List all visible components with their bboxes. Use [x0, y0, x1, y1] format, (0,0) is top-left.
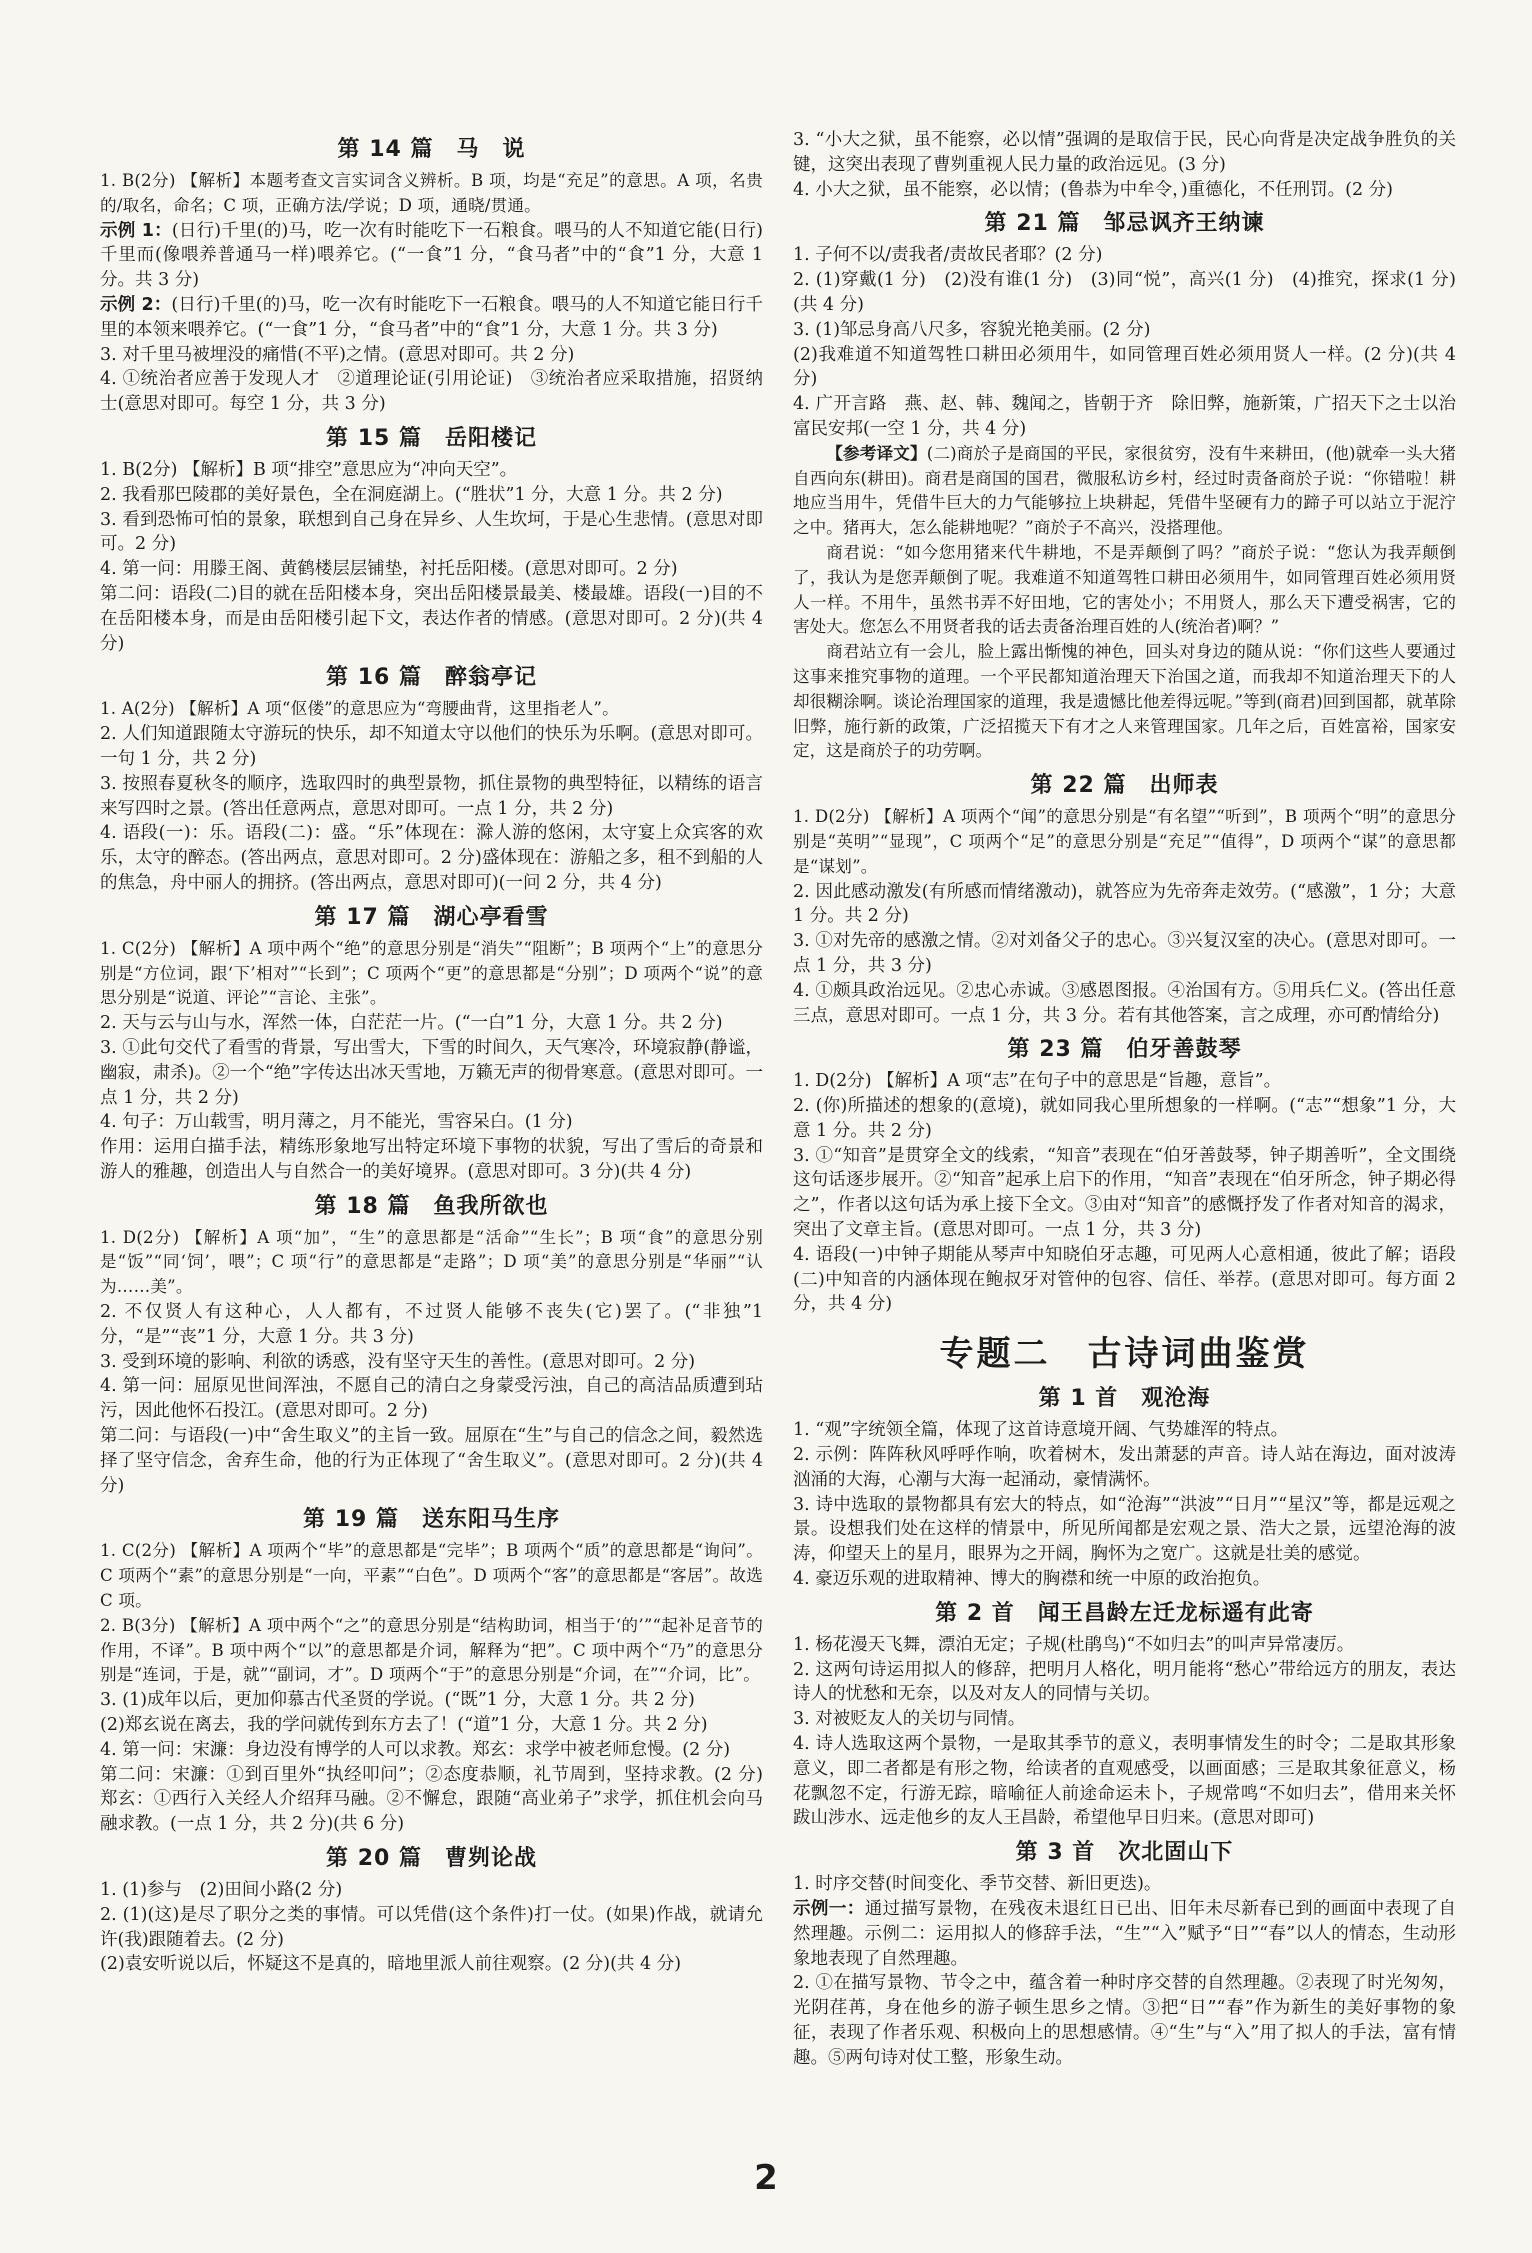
- answer-text: 3. ①“知音”是贯穿全文的线索，“知音”表现在“伯牙善鼓琴，钟子期善听”，全文围绕这句话逐步展开。②“知音”起承上启下的作用，“知音”表现在“伯牙所念，钟子期必得之”，作者以这句话为承上接下全文。③由对“知音”的感慨抒发了作者对知音的渴求，突出了文章主旨。(意思对即可。一点 1 分，共 3 分): [793, 1145, 1456, 1241]
- answer-text: 商君站立有一会儿，脸上露出惭愧的神色，回头对身边的随从说：“你们这些人要通过这事来推究事物的道理。一个平民都知道治理天下治国之道，而我却不知道治理天下的人却很糊涂啊。谈论治理国家的道理，我是遗憾比他差得远呢。”等到(商君)回到国都，就革除旧弊，施行新的政策，广泛招揽天下有才之人来管理国家。几年之后，百姓富裕，国家安定，这是商於子的功劳啊。: [793, 642, 1456, 761]
- answer-item: [793, 343, 1456, 393]
- answer-text: 4. 语段(一)中钟子期能从琴声中知晓伯牙志趣，可见两人心意相通，彼此了解；语段(二)中知音的内涵体现在鲍叔牙对管仲的包容、信任、举荐。(意思对即可。每方面 2 分，共 4 分): [793, 1244, 1456, 1315]
- answer-item: [793, 1971, 1456, 2070]
- answer-text: 1. 子何不以/责我者/责故民者耶？(2 分): [793, 245, 1103, 266]
- answer-text: (2)袁安听说以后，怀疑这不是真的，暗地里派人前往观察。(2 分)(共 4 分): [100, 1954, 682, 1975]
- answer-text: 通过描写景物，在残夜未退红日已出、旧年未尽新春已到的画面中表现了自然理趣。示例二：运用拟人的修辞手法，“生”“入”赋予“日”“春”以人的情态，生动形象地表现了自然理趣。: [793, 1899, 1457, 1969]
- answer-item: [100, 1226, 763, 1300]
- answer-item: [793, 392, 1474, 442]
- answer-text: 1. “观”字统领全篇，体现了这首诗意境开阔、气势雄浑的特点。: [793, 1420, 1289, 1441]
- translation-paragraph: [793, 442, 1456, 541]
- answer-text: (2)我难道不知道驾牲口耕田必须用牛，如同管理百姓必须用贤人一样。(2 分)(共 4 分): [793, 344, 1456, 390]
- answer-text: 作用：运用白描手法，精练形象地写出特定环境下事物的状貌，写出了雪后的奇景和游人的雅趣，创造出人与自然合一的美好境界。(意思对即可。3 分)(共 4 分): [100, 1137, 763, 1182]
- answer-label: 示例 1：: [100, 220, 172, 241]
- answer-text: (二)商於子是商国的平民，家很贫穷，没有牛来耕田，(他)就牵一头大猪自西向东(耕田)。商君是商国的国君，微服私访乡村，经过时责备商於子说：“你错啦！耕地应当用牛，凭借牛巨大的力气能够拉上块耕起，凭借牛坚硬有力的蹄子可以站立于泥泞之中。猪再大，怎么能耕地呢？”商於子不高兴，没搭理他。: [793, 443, 1456, 538]
- answer-item: [100, 1011, 763, 1036]
- section-heading: 第 1 首 观沧海: [1038, 1386, 1211, 1412]
- answer-item: [793, 1707, 1456, 1732]
- answer-text: 1. C(2分) 【解析】A 项两个“毕”的意思都是“完毕”；B 项两个“质”的意思都是“询问”。C 项两个“素”的意思分别是“一向，平素”“白色”。D 项两个“客”的意思都是“客居”。故选 C 项。: [100, 1541, 763, 1611]
- answer-item: [100, 1135, 763, 1185]
- two-column-layout: [100, 128, 1474, 2071]
- topic-heading: 专题二 古诗词曲鉴赏: [939, 1334, 1310, 1375]
- answer-item: [793, 1567, 1456, 1592]
- answer-text: 1. A(2分) 【解析】A 项“伛偻”的意思应为“弯腰曲背，这里指老人”。: [100, 699, 619, 719]
- answer-text: 第二问：宋濂：①到百里外“执经叩问”；②态度恭顺，礼节周到，坚持求教。(2 分) 郑玄：①西行入关经人介绍拜马融。②不懈怠，跟随“高业弟子”求学，抓住机会向马融求教。(一点 1 分，共 2 分)(共 6 分): [100, 1764, 781, 1835]
- answer-item: [793, 243, 1456, 268]
- answer-item: [793, 1897, 1456, 1971]
- page-number: 2: [754, 2158, 778, 2198]
- answer-text: 1. D(2分) 【解析】A 项“加”，“生”的意思都是“活命”“生长”；B 项“食”的意思分别是“饭”“同‘饲’，喂”；C 项“行”的意思都是“走路”；D 项“美”的意思分别是“华丽”“认为……美”。: [100, 1227, 763, 1297]
- translation-paragraph: [793, 640, 1456, 764]
- answer-item: [100, 557, 763, 582]
- answer-item: [100, 508, 763, 558]
- answer-text: 3. ①对先帝的感激之情。②对刘备父子的忠心。③兴复汉室的决心。(意思对即可。一点 1 分，共 3 分): [793, 931, 1456, 976]
- answer-text: 3. 受到环境的影响、利欲的诱惑，没有坚守天生的善性。(意思对即可。2 分): [100, 1351, 696, 1372]
- section-heading: 第 19 篇 送东阳马生序: [303, 1507, 560, 1533]
- answer-text: 3. ①此句交代了看雪的背景，写出雪大，下雪的时间久，天气寒冷，环境寂静(静谧，幽寂，肃杀)。②一个“绝”字传达出冰天雪地，万籁无声的彻骨寒意。(意思对即可。一点 1 分，共 2 分): [100, 1037, 763, 1108]
- answer-text: (2)郑玄说在离去，我的学问就传到东方去了！(“道”1 分，大意 1 分。共 2 分): [100, 1715, 708, 1736]
- answer-item: [100, 1713, 763, 1738]
- answer-item: [100, 1688, 763, 1713]
- answer-item: [100, 1878, 763, 1903]
- answer-item: [793, 979, 1456, 1029]
- answer-text: 4. ①颇具政治远见。②忠心赤诚。③感恩图报。④治国有方。⑤用兵仁义。(答出任意三点，意思对即可。一点 1 分，共 3 分。若有其他答案，言之成理，亦可酌情给分): [793, 980, 1456, 1026]
- answer-text: 2. 天与云与山与水，浑然一体，白茫茫一片。(“一白”1 分，大意 1 分。共 2 分): [100, 1013, 723, 1034]
- answer-item: [100, 1036, 763, 1110]
- answer-item: [793, 805, 1456, 879]
- answer-item: [793, 1144, 1456, 1243]
- section-heading: 第 15 篇 岳阳楼记: [326, 425, 537, 451]
- answer-item: [100, 1614, 763, 1688]
- answer-item: [100, 1300, 763, 1350]
- answer-item: [793, 1493, 1456, 1567]
- answer-text: 1. (1)参与 (2)田间小路(2 分): [100, 1880, 343, 1901]
- left-column: [100, 128, 781, 2071]
- answer-text: 2. 示例：阵阵秋风呼呼作响，吹着树木，发出萧瑟的声音。诗人站在海边，面对波涛汹涌的大海，心潮与大海一起涌动，豪情满怀。: [793, 1445, 1456, 1490]
- answer-item: [100, 219, 763, 293]
- answer-text: 4. 第一问：宋濂：身边没有博学的人可以求教。郑玄：求学中被老师怠慢。(2 分): [100, 1739, 731, 1760]
- answer-item: [100, 458, 763, 483]
- answer-text: 4. 语段(一)：乐。语段(二)：盛。“乐”体现在：滁人游的悠闲，太守宴上众宾客的欢乐，太守的醉态。(答出两点，意思对即可。2 分)盛体现在：游船之多，租不到船的人的焦急，舟中丽人的拥挤。(答出两点，意思对即可)(一问 2 分，共 4 分): [100, 823, 763, 893]
- answer-text: 1. 时序交替(时间变化、季节交替、新旧更迭)。: [793, 1874, 1162, 1895]
- answer-text: 4. 诗人选取这两个景物，一是取其季节的意义，表明事情发生的时令；二是取其形象意义，即二者都是有形之物，给读者的直观感受，以画面感；三是取其象征意义，杨花飘忽不定，行游无踪，暗喻征人前途命运未卜，子规常鸣“不如归去”，借用来关怀跋山涉水、远走他乡的友人王昌龄，希望他早日归来。(意思对即可): [793, 1734, 1456, 1829]
- answer-text: 3. 对千里马被埋没的痛惜(不平)之情。(意思对即可。共 2 分): [100, 344, 575, 365]
- answer-text: (日行)千里(的)马，吃一次有时能吃下一石粮食。喂马的人不知道它能日行千里的本领来喂养它。(“一食”1 分，“食马者”中的“食”1 分，大意 1 分。共 3 分): [100, 294, 763, 340]
- answer-item: [100, 722, 763, 772]
- answer-item: [100, 1903, 763, 1953]
- answer-text: 2. 不仅贤人有这种心，人人都有，不过贤人能够不丧失(它)罢了。(“非独”1 分，“是”“丧”1 分，大意 1 分。共 3 分): [100, 1302, 763, 1347]
- answer-text: 1. D(2分) 【解析】A 项两个“闻”的意思分别是“有名望”“听到”，B 项两个“明”的意思分别是“英明”“显现”，C 项两个“足”的意思分别是“充足”“值得”，D 项两个“谋”的意思都是“谋划”。: [793, 807, 1456, 876]
- answer-item: [793, 1069, 1456, 1094]
- answer-text: 3. (1)邹忌身高八尺多，容貌光艳美丽。(2 分): [793, 319, 1151, 340]
- answer-text: 3. 看到恐怖可怕的景象，联想到自己身在异乡、人生坎坷，于是心生悲情。(意思对即可。2 分): [100, 509, 763, 555]
- answer-item: [100, 821, 763, 895]
- answer-text: 1. 杨花漫天飞舞，漂泊无定；子规(杜鹃鸟)“不如归去”的叫声异常凄厉。: [793, 1634, 1355, 1655]
- answer-item: [100, 1110, 763, 1135]
- answer-text: 2. B(3分) 【解析】A 项中两个“之”的意思分别是“结构助词，相当于‘的’”“起补足音节的作用，不译”。B 项中两个“以”的意思都是介词，解释为“把”。C 项中两个“乃”的意思分别是“连词，于是，就”“副词，才”。D 项两个“于”的意思分别是“介词，在”“介词，比”。: [100, 1615, 763, 1685]
- section-heading: 第 18 篇 鱼我所欲也: [314, 1193, 549, 1219]
- answer-item: [100, 483, 763, 508]
- answer-item: [100, 1738, 763, 1763]
- answer-item: [793, 318, 1456, 343]
- answer-item: [793, 1658, 1456, 1708]
- answer-text: 3. 诗中选取的景物都具有宏大的特点，如“沧海”“洪波”“日月”“星汉”等，都是远观之景。设想我们处在这样的情景中，所见所闻都是宏观之景、浩大之景，远望沧海的波涛，仰望天上的星月，眼界为之开阔，胸怀为之宽广。这就是壮美的感觉。: [793, 1494, 1456, 1565]
- answer-item: [793, 1872, 1456, 1897]
- answer-text: 第二问：与语段(一)中“舍生取义”的主旨一致。屈原在“生”与自己的信念之间，毅然选择了坚守信念，舍弃生命，他的行为正体现了“舍生取义”。(意思对即可。2 分)(共 4 分): [100, 1426, 763, 1496]
- answer-text: 1. C(2分) 【解析】A 项中两个“绝”的意思分别是“消失”“阻断”；B 项两个“上”的意思分别是“方位词，跟‘下’相对”“长到”；C 项两个“更”的意思都是“分别”；D 项两个“说”的意思分别是“说道、评论”“言论、主张”。: [100, 938, 763, 1008]
- answer-text: 2. (1)穿戴(1 分) (2)没有谁(1 分) (3)同“悦”，高兴(1 分) (4)推究，探求(1 分)(共 4 分): [793, 270, 1456, 315]
- answer-text: 2. (1)(这)是尽了职分之类的事情。可以凭借(这个条件)打一仗。(如果)作战，就请允许(我)跟随着去。(2 分): [100, 1904, 763, 1950]
- answer-text: 1. D(2分) 【解析】A 项“志”在句子中的意思是“旨趣，意旨”。: [793, 1071, 1282, 1092]
- answer-text: 4. ①统治者应善于发现人才 ②道理论证(引用论证) ③统治者应采取措施，招贤纳士(意思对即可。每空 1 分，共 3 分): [100, 369, 763, 415]
- answer-label: 示例 2：: [100, 294, 172, 315]
- answer-text: 2. 因此感动激发(有所感而情绪激动)，就答应为先帝奔走效劳。(“感激”，1 分；大意 1 分。共 2 分): [793, 881, 1456, 927]
- answer-text: 3. 对被贬友人的关切与同情。: [793, 1709, 1026, 1730]
- answer-item: [100, 343, 763, 368]
- answer-text: 4. 豪迈乐观的进取精神、博大的胸襟和统一中原的政治抱负。: [793, 1569, 1271, 1590]
- section-heading: 第 21 篇 邹忌讽齐王纳谏: [984, 211, 1265, 237]
- answer-item: [793, 1732, 1456, 1831]
- answer-item: [100, 937, 763, 1011]
- answer-text: 4. 第一问：用滕王阁、黄鹤楼层层铺垫，衬托岳阳楼。(意思对即可。2 分): [100, 559, 678, 580]
- right-column: [793, 128, 1474, 2071]
- answer-item: [793, 1418, 1456, 1443]
- answer-item: [100, 1763, 781, 1837]
- answer-item: [793, 1094, 1456, 1144]
- answer-text: 4. 小大之狱，虽不能察，必以情；(鲁恭为中牟令，)重德化，不任刑罚。(2 分): [793, 179, 1394, 200]
- section-heading: 第 17 篇 湖心亭看雪: [314, 904, 549, 930]
- answer-label: 【参考译文】: [826, 443, 927, 463]
- answer-text: 3. (1)成年以后，更加仰慕古代圣贤的学说。(“既”1 分，大意 1 分。共 2 分): [100, 1690, 695, 1711]
- answer-item: [100, 1539, 763, 1613]
- answer-text: 1. B(2分) 【解析】B 项“排空”意思应为“冲向天空”。: [100, 459, 518, 480]
- answer-item: [793, 1633, 1456, 1658]
- answer-item: [793, 1243, 1456, 1317]
- answer-text: 3. “小大之狱，虽不能察，必以情”强调的是取信于民，民心向背是决定战争胜负的关键，这突出表现了曹刿重视人民力量的政治远见。(3 分): [793, 130, 1456, 175]
- answer-item: [100, 582, 763, 656]
- section-heading: 第 3 首 次北固山下: [1015, 1840, 1234, 1866]
- answer-item: [793, 268, 1456, 318]
- answer-item: [793, 178, 1456, 203]
- answer-text: 商君说：“如今您用猪来代牛耕地，不是弄颠倒了吗？”商於子说：“您认为我弄颠倒了，我认为是您弄颠倒了呢。我难道不知道驾牲口耕田必须用牛，如同管理百姓必须用贤人一样。不用牛，虽然书弄不好田地，它的害处小；不用贤人，那么天下遭受祸害，它的害处大。您怎么不用贤者我的话去责备治理百姓的人(统治者)啊？”: [793, 542, 1456, 637]
- answer-item: [793, 929, 1456, 979]
- answer-text: 2. (你)所描述的想象的(意境)，就如同我心里所想象的一样啊。(“志”“想象”1 分，大意 1 分。共 2 分): [793, 1096, 1456, 1141]
- section-heading: 第 23 篇 伯牙善鼓琴: [1007, 1037, 1242, 1063]
- answer-item: [100, 1424, 763, 1498]
- answer-item: [793, 128, 1456, 178]
- answer-text: 4. 广开言路 燕、赵、韩、魏闻之，皆朝于齐 除旧弊，施新策，广招天下之士以治 富民安邦(一空 1 分，共 4 分): [793, 394, 1474, 439]
- answer-item: [100, 772, 763, 822]
- answer-text: 2. 人们知道跟随太守游玩的快乐，却不知道太守以他们的快乐为乐啊。(意思对即可。一句 1 分，共 2 分): [100, 724, 763, 769]
- section-heading: 第 14 篇 马 说: [337, 137, 526, 162]
- answer-text: 2. 这两句诗运用拟人的修辞，把明月人格化，明月能将“愁心”带给远方的朋友，表达诗人的忧愁和无奈，以及对友人的同情与关切。: [793, 1659, 1456, 1705]
- answer-text: 4. 第一问：屈原见世间浑浊，不愿自己的清白之身蒙受污浊，自己的高洁品质遭到玷污，因此他怀石投江。(意思对即可。2 分): [100, 1376, 763, 1422]
- answer-item: [100, 697, 763, 722]
- answer-item: [100, 1952, 763, 1977]
- answer-text: 3. 按照春夏秋冬的顺序，选取四时的典型景物，抓住景物的典型特征，以精练的语言来写四时之景。(答出任意两点，意思对即可。一点 1 分，共 2 分): [100, 773, 763, 819]
- section-heading: 第 2 首 闻王昌龄左迁龙标遥有此寄: [935, 1600, 1314, 1626]
- answer-text: 2. ①在描写景物、节令之中，蕴含着一种时序交替的自然理趣。②表现了时光匆匆，光阴荏苒，身在他乡的游子顿生思乡之情。③把“日”“春”作为新生的美好事物的象征，表现了作者乐观、积极向上的思想感情。④“生”与“入”用了拟人的手法，富有情趣。⑤两句诗对仗工整，形象生动。: [793, 1973, 1456, 2068]
- answer-text: 第二问：语段(二)目的就在岳阳楼本身，突出岳阳楼景最美、楼最雄。语段(一)目的不在岳阳楼本身，而是由岳阳楼引起下文，表达作者的情感。(意思对即可。2 分)(共 4 分): [100, 583, 763, 654]
- answer-item: [793, 880, 1456, 930]
- answer-item: [100, 1374, 763, 1424]
- answer-label: 示例一：: [793, 1899, 865, 1920]
- section-heading: 第 20 篇 曹刿论战: [326, 1846, 537, 1872]
- section-heading: 第 22 篇 出师表: [1030, 773, 1219, 799]
- answer-item: [100, 367, 763, 417]
- answer-item: [100, 293, 763, 343]
- answer-text: 1. B(2分) 【解析】本题考查文言实词含义辨析。B 项，均是“充足”的意思。A 项，名贵的/取名，命名；C 项，正确方法/学说；D 项，通晓/贯通。: [100, 171, 763, 215]
- answer-item: [793, 1443, 1456, 1493]
- answer-text: (日行)千里(的)马，吃一次有时能吃下一石粮食。喂马的人不知道它能(日行)千里而(像喂养普通马一样)喂养它。(“一食”1 分，“食马者”中的“食”1 分，大意 1 分。共 3 分): [100, 220, 763, 291]
- section-heading: 第 16 篇 醉翁亭记: [326, 665, 537, 691]
- answer-item: [100, 169, 763, 219]
- answer-text: 4. 句子：万山载雪，明月薄之，月不能光，雪容呆白。(1 分): [100, 1112, 573, 1133]
- answer-text: 2. 我看那巴陵郡的美好景色，全在洞庭湖上。(“胜状”1 分，大意 1 分。共 2 分): [100, 484, 723, 505]
- translation-paragraph: [793, 541, 1456, 640]
- answer-item: [100, 1350, 763, 1375]
